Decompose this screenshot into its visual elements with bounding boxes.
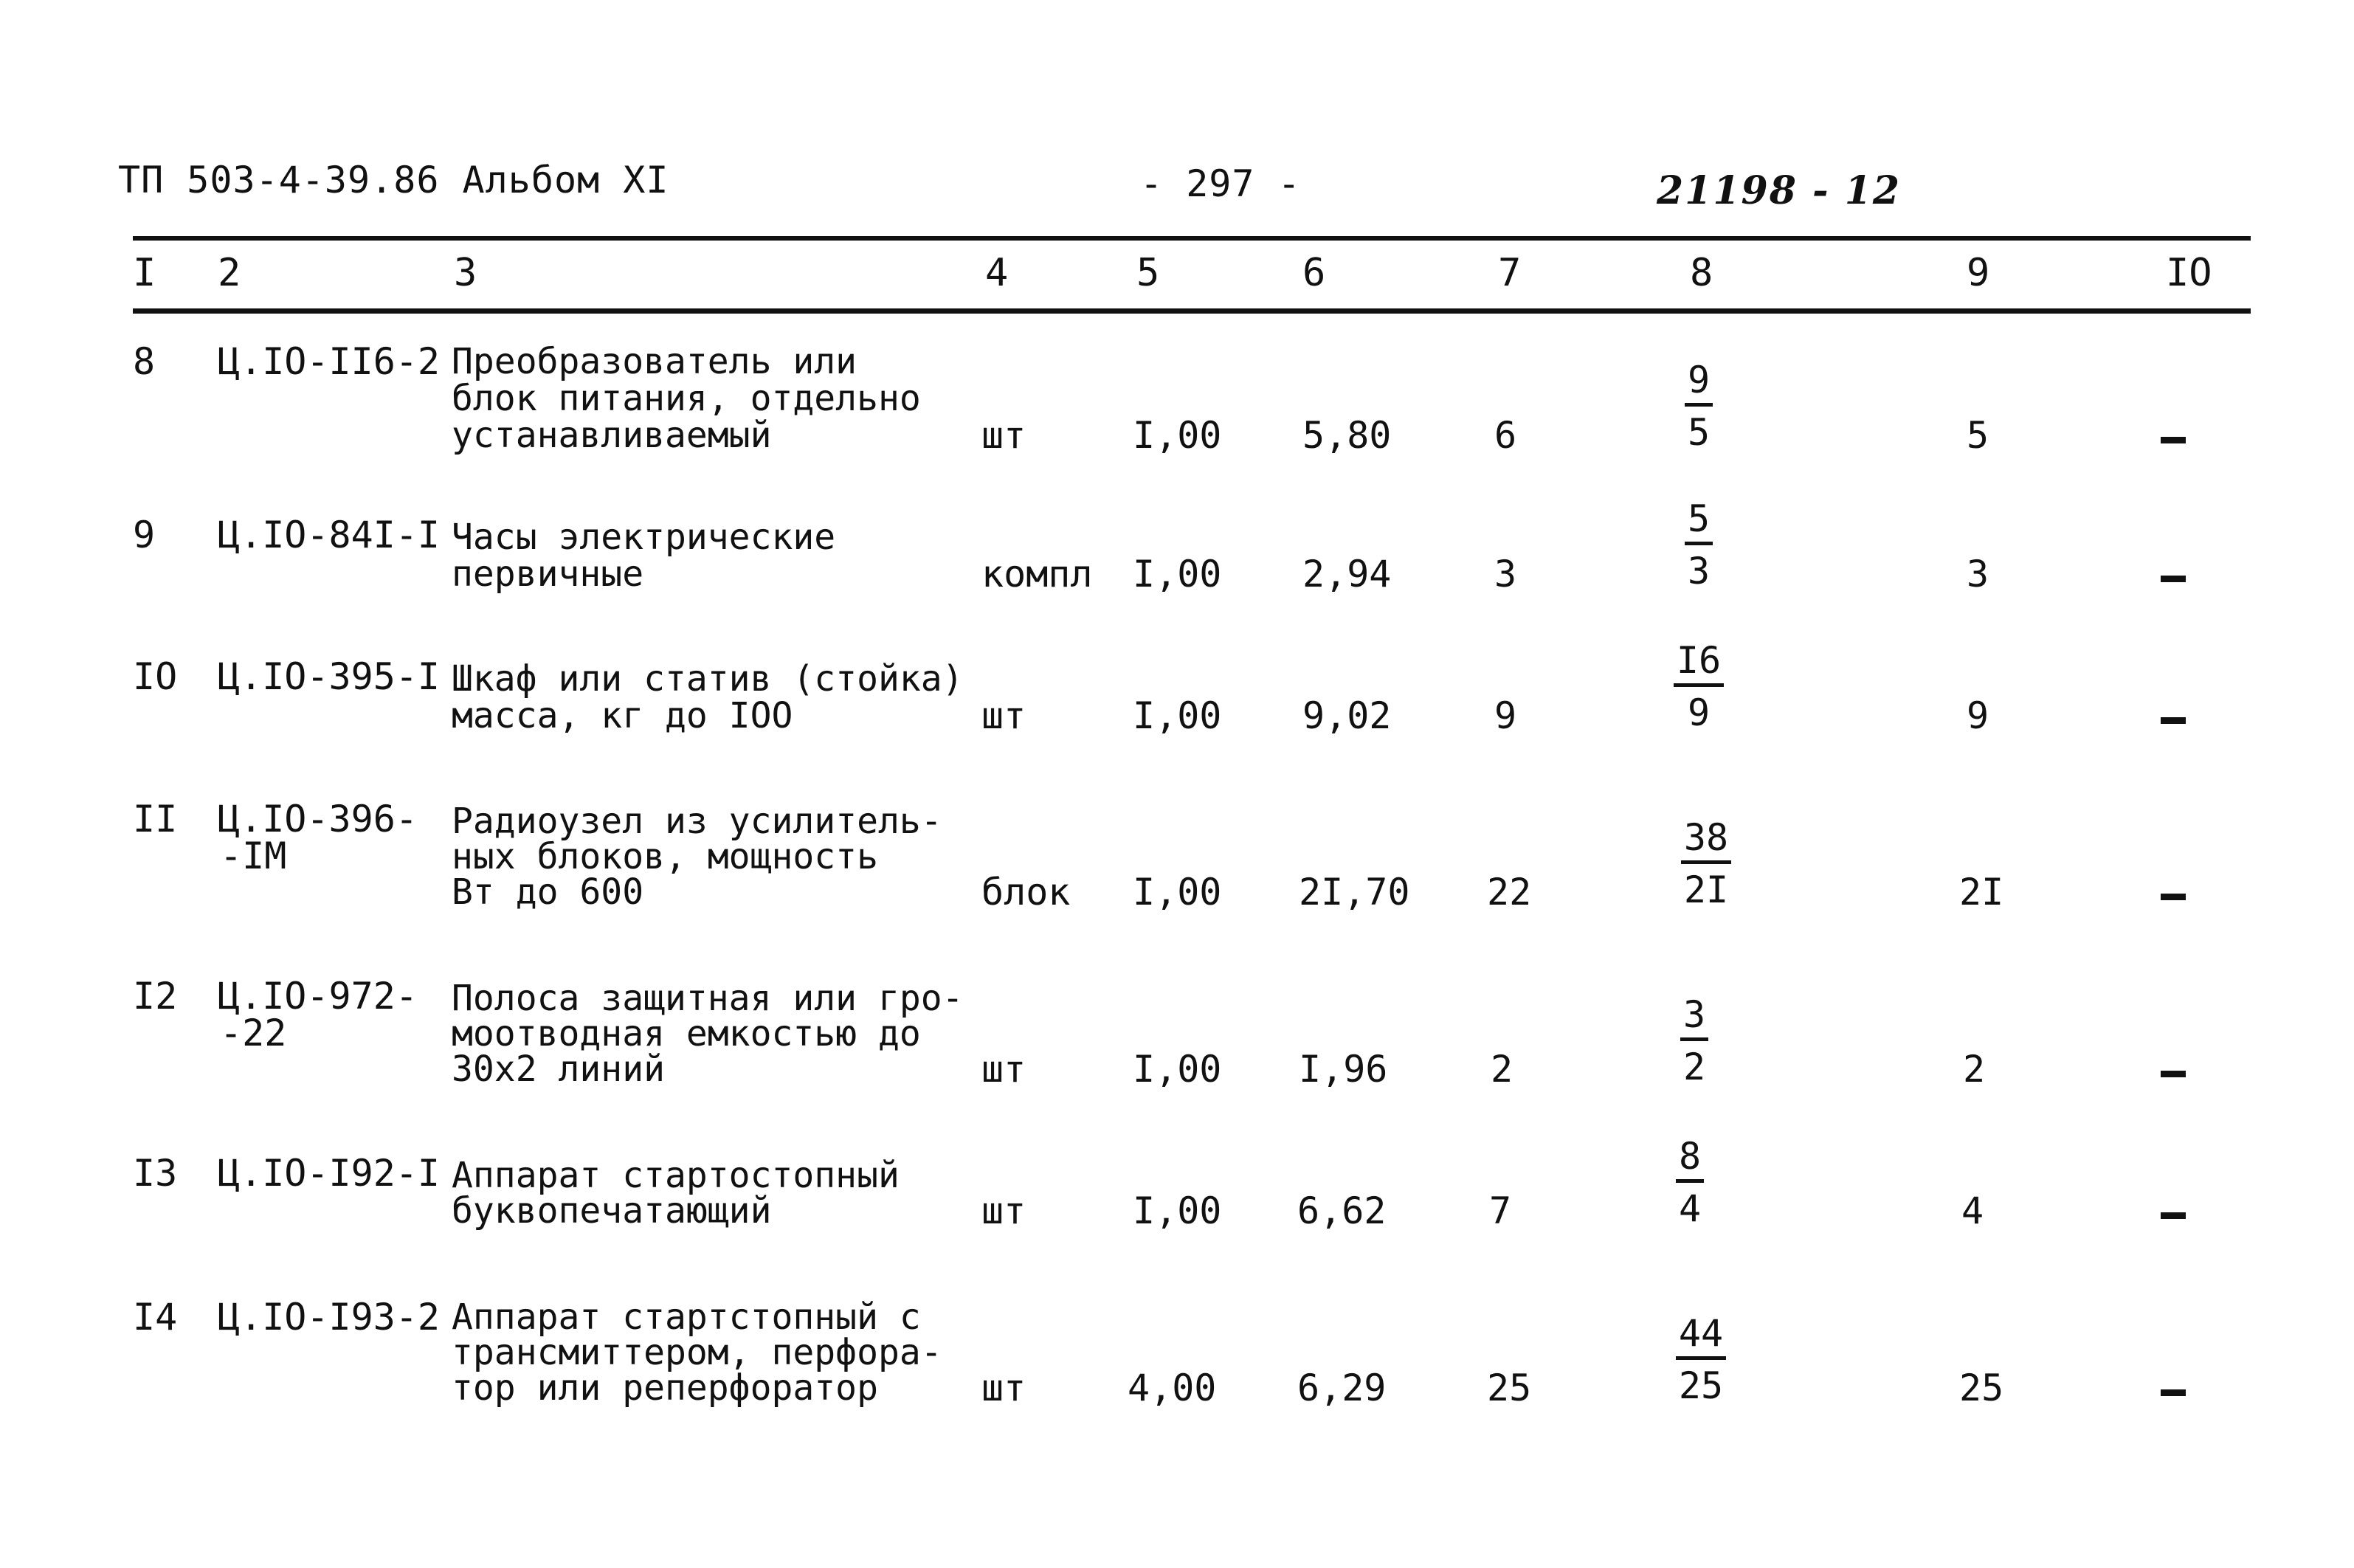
value-col-7: 6: [1494, 414, 1517, 457]
column-header-4: 4: [985, 251, 1009, 295]
item-code-continuation: -22: [220, 1012, 287, 1054]
value-col-6: 2I,70: [1299, 871, 1410, 913]
unit: компл: [981, 553, 1093, 595]
row-number: I2: [133, 975, 178, 1018]
value-col-7: 9: [1494, 694, 1517, 737]
unit: шт: [981, 1189, 1026, 1232]
row-number: 9: [133, 514, 156, 556]
value-col-7: 22: [1487, 871, 1532, 913]
unit: шт: [981, 1367, 1026, 1409]
row-number: I4: [133, 1296, 178, 1339]
item-description-line: Преобразователь или: [452, 341, 857, 382]
column-header-6: 6: [1302, 251, 1326, 295]
value-col-9: 5: [1967, 414, 1989, 457]
item-description-line: тор или реперфоратор: [452, 1367, 878, 1409]
item-description-line: Шкаф или статив (стойка): [452, 658, 964, 700]
fraction-denominator: 2: [1682, 1046, 1706, 1088]
quantity: 4,00: [1128, 1367, 1217, 1409]
value-col-10-dash: [2161, 1389, 2186, 1396]
column-header-9: 9: [1967, 251, 1990, 295]
item-description-line: масса, кг до IOO: [452, 695, 793, 736]
fraction-col-8: [1669, 359, 1728, 454]
fraction-denominator: 4: [1678, 1187, 1702, 1230]
row-number: I3: [133, 1152, 178, 1195]
value-col-10-dash: [2161, 1071, 2186, 1077]
item-description-line: Радиоузел из усилитель-: [452, 801, 942, 842]
fraction-numerator: 44: [1676, 1315, 1726, 1360]
column-header-2: 2: [218, 251, 241, 295]
item-code: Ц.IO-972-: [218, 975, 418, 1018]
quantity: I,00: [1133, 694, 1222, 737]
item-description-line: трансмиттером, перфора-: [452, 1332, 942, 1373]
fraction-numerator: 5: [1685, 500, 1713, 545]
item-description-line: Аппарат стартстопный с: [452, 1296, 921, 1338]
quantity: I,00: [1133, 871, 1222, 913]
value-col-6: I,96: [1299, 1048, 1388, 1091]
value-col-9: 9: [1967, 694, 1989, 737]
fraction-numerator: 8: [1676, 1138, 1704, 1183]
value-col-9: 2: [1963, 1048, 1986, 1091]
value-col-6: 2,94: [1302, 553, 1392, 595]
item-description-line: блок питания, отдельно: [452, 378, 921, 419]
item-code: Ц.IO-84I-I: [218, 514, 441, 556]
fraction-numerator: 3: [1680, 996, 1708, 1041]
item-description-line: Часы электрические: [452, 517, 836, 558]
column-header-10: IO: [2166, 251, 2212, 295]
page-number: - 297 -: [1140, 162, 1301, 205]
item-code: Ц.IO-395-I: [218, 655, 441, 698]
item-code: Ц.IO-I92-I: [218, 1152, 441, 1195]
column-header-8: 8: [1690, 251, 1713, 295]
value-col-9: 25: [1959, 1367, 2004, 1409]
fraction-denominator: 3: [1687, 550, 1711, 593]
column-header-1: I: [133, 251, 156, 295]
row-number: IO: [133, 655, 178, 698]
column-header-7: 7: [1498, 251, 1522, 295]
value-col-10-dash: [2161, 894, 2186, 900]
quantity: I,00: [1133, 1048, 1222, 1091]
document-code: ТП 503-4-39.86 Альбом XI: [118, 159, 669, 201]
fraction-denominator: 5: [1687, 411, 1711, 454]
row-number: II: [133, 798, 178, 840]
fraction-col-8: [1677, 816, 1736, 911]
fraction-col-8: [1660, 1135, 1719, 1230]
fraction-numerator: 9: [1685, 362, 1713, 407]
unit: шт: [981, 414, 1026, 457]
fraction-numerator: 38: [1681, 819, 1731, 864]
quantity: I,00: [1133, 553, 1222, 595]
item-description-line: Полоса защитная или гро-: [452, 978, 964, 1019]
item-description-line: Вт до 600: [452, 871, 644, 913]
value-col-7: 3: [1494, 553, 1517, 595]
fraction-col-8: [1665, 993, 1724, 1088]
sheet-reference: 21198 - 12: [1657, 168, 1902, 213]
item-code: Ц.IO-396-: [218, 798, 418, 840]
unit: шт: [981, 1048, 1026, 1091]
value-col-9: 4: [1961, 1189, 1984, 1232]
unit: блок: [981, 871, 1071, 913]
value-col-6: 5,80: [1302, 414, 1392, 457]
value-col-7: 25: [1487, 1367, 1532, 1409]
column-header-5: 5: [1136, 251, 1160, 295]
table-header-rule: [133, 308, 2251, 314]
fraction-denominator: 25: [1678, 1364, 1724, 1407]
quantity: I,00: [1133, 1189, 1222, 1232]
fraction-denominator: 9: [1687, 691, 1711, 734]
value-col-6: 6,29: [1297, 1367, 1387, 1409]
fraction-col-8: [1669, 497, 1728, 593]
column-header-3: 3: [454, 251, 477, 295]
item-description-line: моотводная емкостью до: [452, 1013, 921, 1054]
value-col-10-dash: [2161, 576, 2186, 582]
value-col-10-dash: [2161, 437, 2186, 443]
table-top-rule: [133, 236, 2251, 241]
value-col-7: 2: [1491, 1048, 1513, 1091]
quantity: I,00: [1133, 414, 1222, 457]
value-col-10-dash: [2161, 1212, 2186, 1219]
value-col-6: 6,62: [1297, 1189, 1387, 1232]
item-code: Ц.IO-II6-2: [218, 340, 441, 383]
unit: шт: [981, 694, 1026, 737]
value-col-7: 7: [1489, 1189, 1512, 1232]
item-description-line: 30х2 линий: [452, 1049, 665, 1090]
fraction-denominator: 2I: [1683, 868, 1729, 911]
item-code: Ц.IO-I93-2: [218, 1296, 441, 1339]
fraction-numerator: I6: [1674, 642, 1724, 687]
item-description-line: Аппарат стартостопный: [452, 1155, 900, 1196]
item-code-continuation: -IМ: [220, 835, 287, 877]
value-col-10-dash: [2161, 717, 2186, 724]
item-description-line: устанавливаемый: [452, 415, 772, 456]
fraction-col-8: [1671, 1312, 1730, 1407]
item-description-line: ных блоков, мощность: [452, 836, 878, 877]
row-number: 8: [133, 340, 156, 383]
item-description-line: буквопечатающий: [452, 1190, 772, 1232]
value-col-6: 9,02: [1302, 694, 1392, 737]
item-description-line: первичные: [452, 553, 644, 595]
fraction-col-8: [1669, 639, 1728, 734]
value-col-9: 3: [1967, 553, 1989, 595]
value-col-9: 2I: [1959, 871, 2004, 913]
